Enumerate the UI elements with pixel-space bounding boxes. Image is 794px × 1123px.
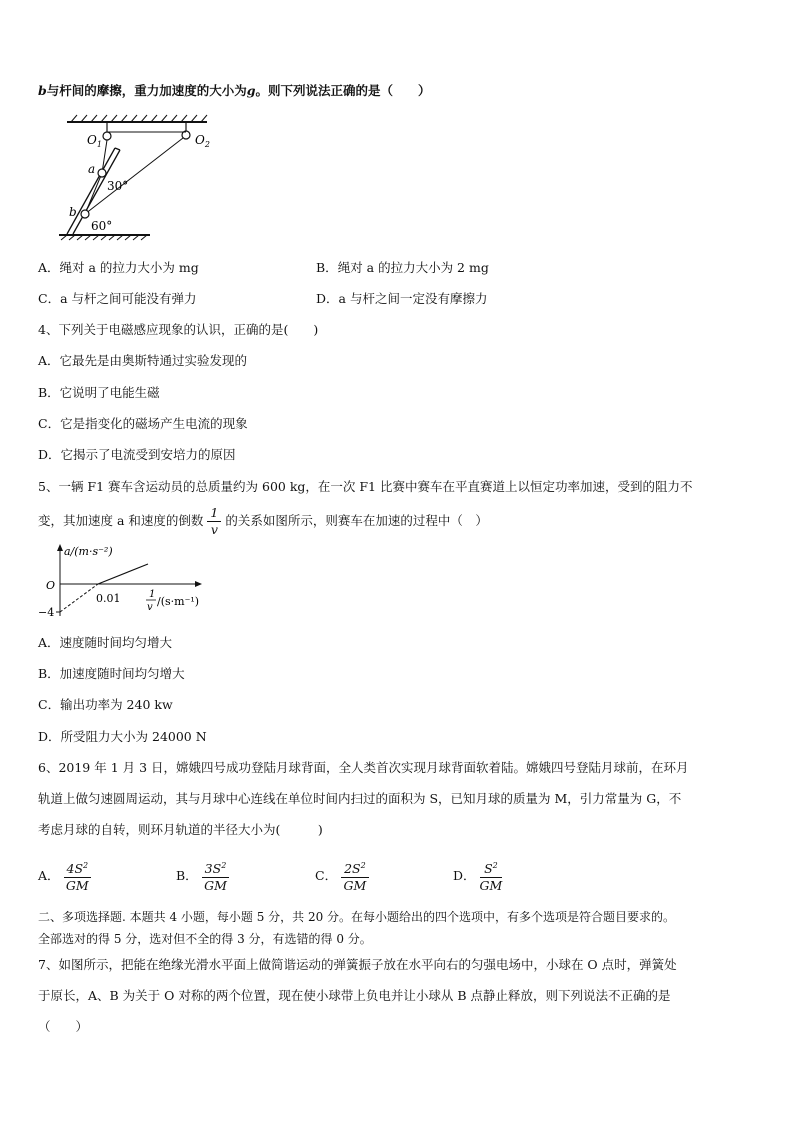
q4-option-d: D．它揭示了电流受到安培力的原因	[38, 447, 236, 462]
q3-stem: b与杆间的摩擦，重力加速度的大小为g。则下列说法正确的是（ ）	[38, 83, 431, 98]
q5-stem-line2: 变，其加速度 a 和速度的倒数 $\frac{1}{v}$ 的关系如图所示，则赛车在加速的过程中（ ）	[38, 505, 488, 537]
q3-option-a: A．绳对 a 的拉力大小为 mg	[38, 260, 199, 275]
q5-option-c: C．输出功率为 240 kw	[38, 697, 173, 712]
q5-option-a: A．速度随时间均匀增大	[38, 635, 173, 650]
graph-xval: 0.01	[96, 592, 121, 605]
q6-option-b: B． $\frac{3S^2}{GM}$	[176, 858, 229, 894]
q3-option-c: C．a 与杆之间可能没有弹力	[38, 291, 197, 306]
q3-option-d: D．a 与杆之间一定没有摩擦力	[316, 291, 488, 306]
graph-origin: O	[46, 579, 56, 592]
label-angle-60: 60°	[91, 219, 113, 233]
pulley-o1	[103, 132, 111, 140]
label-o2: $O_2$	[195, 133, 210, 149]
q6-line1: 6、2019 年 1 月 3 日，嫦娥四号成功登陆月球背面，全人类首次实现月球背面软着陆。嫦娥四号登陆月球前，在环月	[38, 760, 689, 775]
graph-xlabel-unit: /(s·m⁻¹)	[157, 595, 200, 608]
q6-option-a: A． $\frac{4S^2}{GM}$	[38, 858, 91, 894]
q4-option-b: B．它说明了电能生磁	[38, 385, 160, 400]
q5-graph	[36, 540, 226, 620]
q3-pulley-figure	[55, 110, 215, 242]
q6-option-c: C． $\frac{2S^2}{GM}$	[315, 858, 369, 894]
label-angle-30: 30°	[107, 179, 129, 193]
q5-stem-line1: 5、一辆 F1 赛车含运动员的总质量约为 600 kg，在一次 F1 比赛中赛车在平直赛道上以恒定功率加速，受到的阻力不	[38, 479, 693, 494]
q6-line2: 轨道上做匀速圆周运动，其与月球中心连线在单位时间内扫过的面积为 S，已知月球的质量为 M，引力常量为 G，不	[38, 791, 682, 806]
q5-fraction: $\frac{1}{v}$	[207, 505, 221, 538]
graph-ylabel: a/(m·s⁻²)	[64, 545, 113, 558]
label-a: a	[88, 162, 96, 176]
graph-xlabel-num: 1	[149, 589, 156, 600]
q5-option-d: D．所受阻力大小为 24000 N	[38, 729, 207, 744]
q6-option-d: D． $\frac{S^2}{GM}$	[453, 858, 502, 894]
section2-line1: 二、多项选择题. 本题共 4 小题，每小题 5 分，共 20 分。在每小题给出的四个选项中，有多个选项是符合题目要求的。	[38, 910, 676, 924]
q4-option-c: C．它是指变化的磁场产生电流的现象	[38, 416, 248, 431]
q3-option-b: B．绳对 a 的拉力大小为 2 mg	[316, 260, 489, 275]
graph-yval: −4	[38, 606, 55, 619]
section2-line2: 全部选对的得 5 分，选对但不全的得 3 分，有选错的得 0 分。	[38, 932, 372, 946]
graph-xlabel-den: v	[147, 602, 153, 613]
ring-b	[81, 210, 89, 218]
graph-line	[98, 564, 148, 584]
q7-line1: 7、如图所示，把能在绝缘光滑水平面上做简谐运动的弹簧振子放在水平向右的匀强电场中，小球在 O 点时，弹簧处	[38, 957, 677, 972]
ring-a	[98, 169, 106, 177]
label-o1: $O_1$	[87, 133, 102, 149]
label-b: b	[69, 205, 77, 219]
q6-line3: 考虑月球的自转，则环月轨道的半径大小为( )	[38, 822, 323, 837]
q4-option-a: A．它最先是由奥斯特通过实验发现的	[38, 353, 248, 368]
q7-line3: （ ）	[38, 1019, 89, 1034]
q5-option-b: B．加速度随时间均匀增大	[38, 666, 185, 681]
q4-stem: 4、下列关于电磁感应现象的认识，正确的是( )	[38, 322, 319, 337]
q7-line2: 于原长，A、B 为关于 O 对称的两个位置，现在使小球带上负电并让小球从 B 点静止释放，则下列说法不正确的是	[38, 988, 671, 1003]
